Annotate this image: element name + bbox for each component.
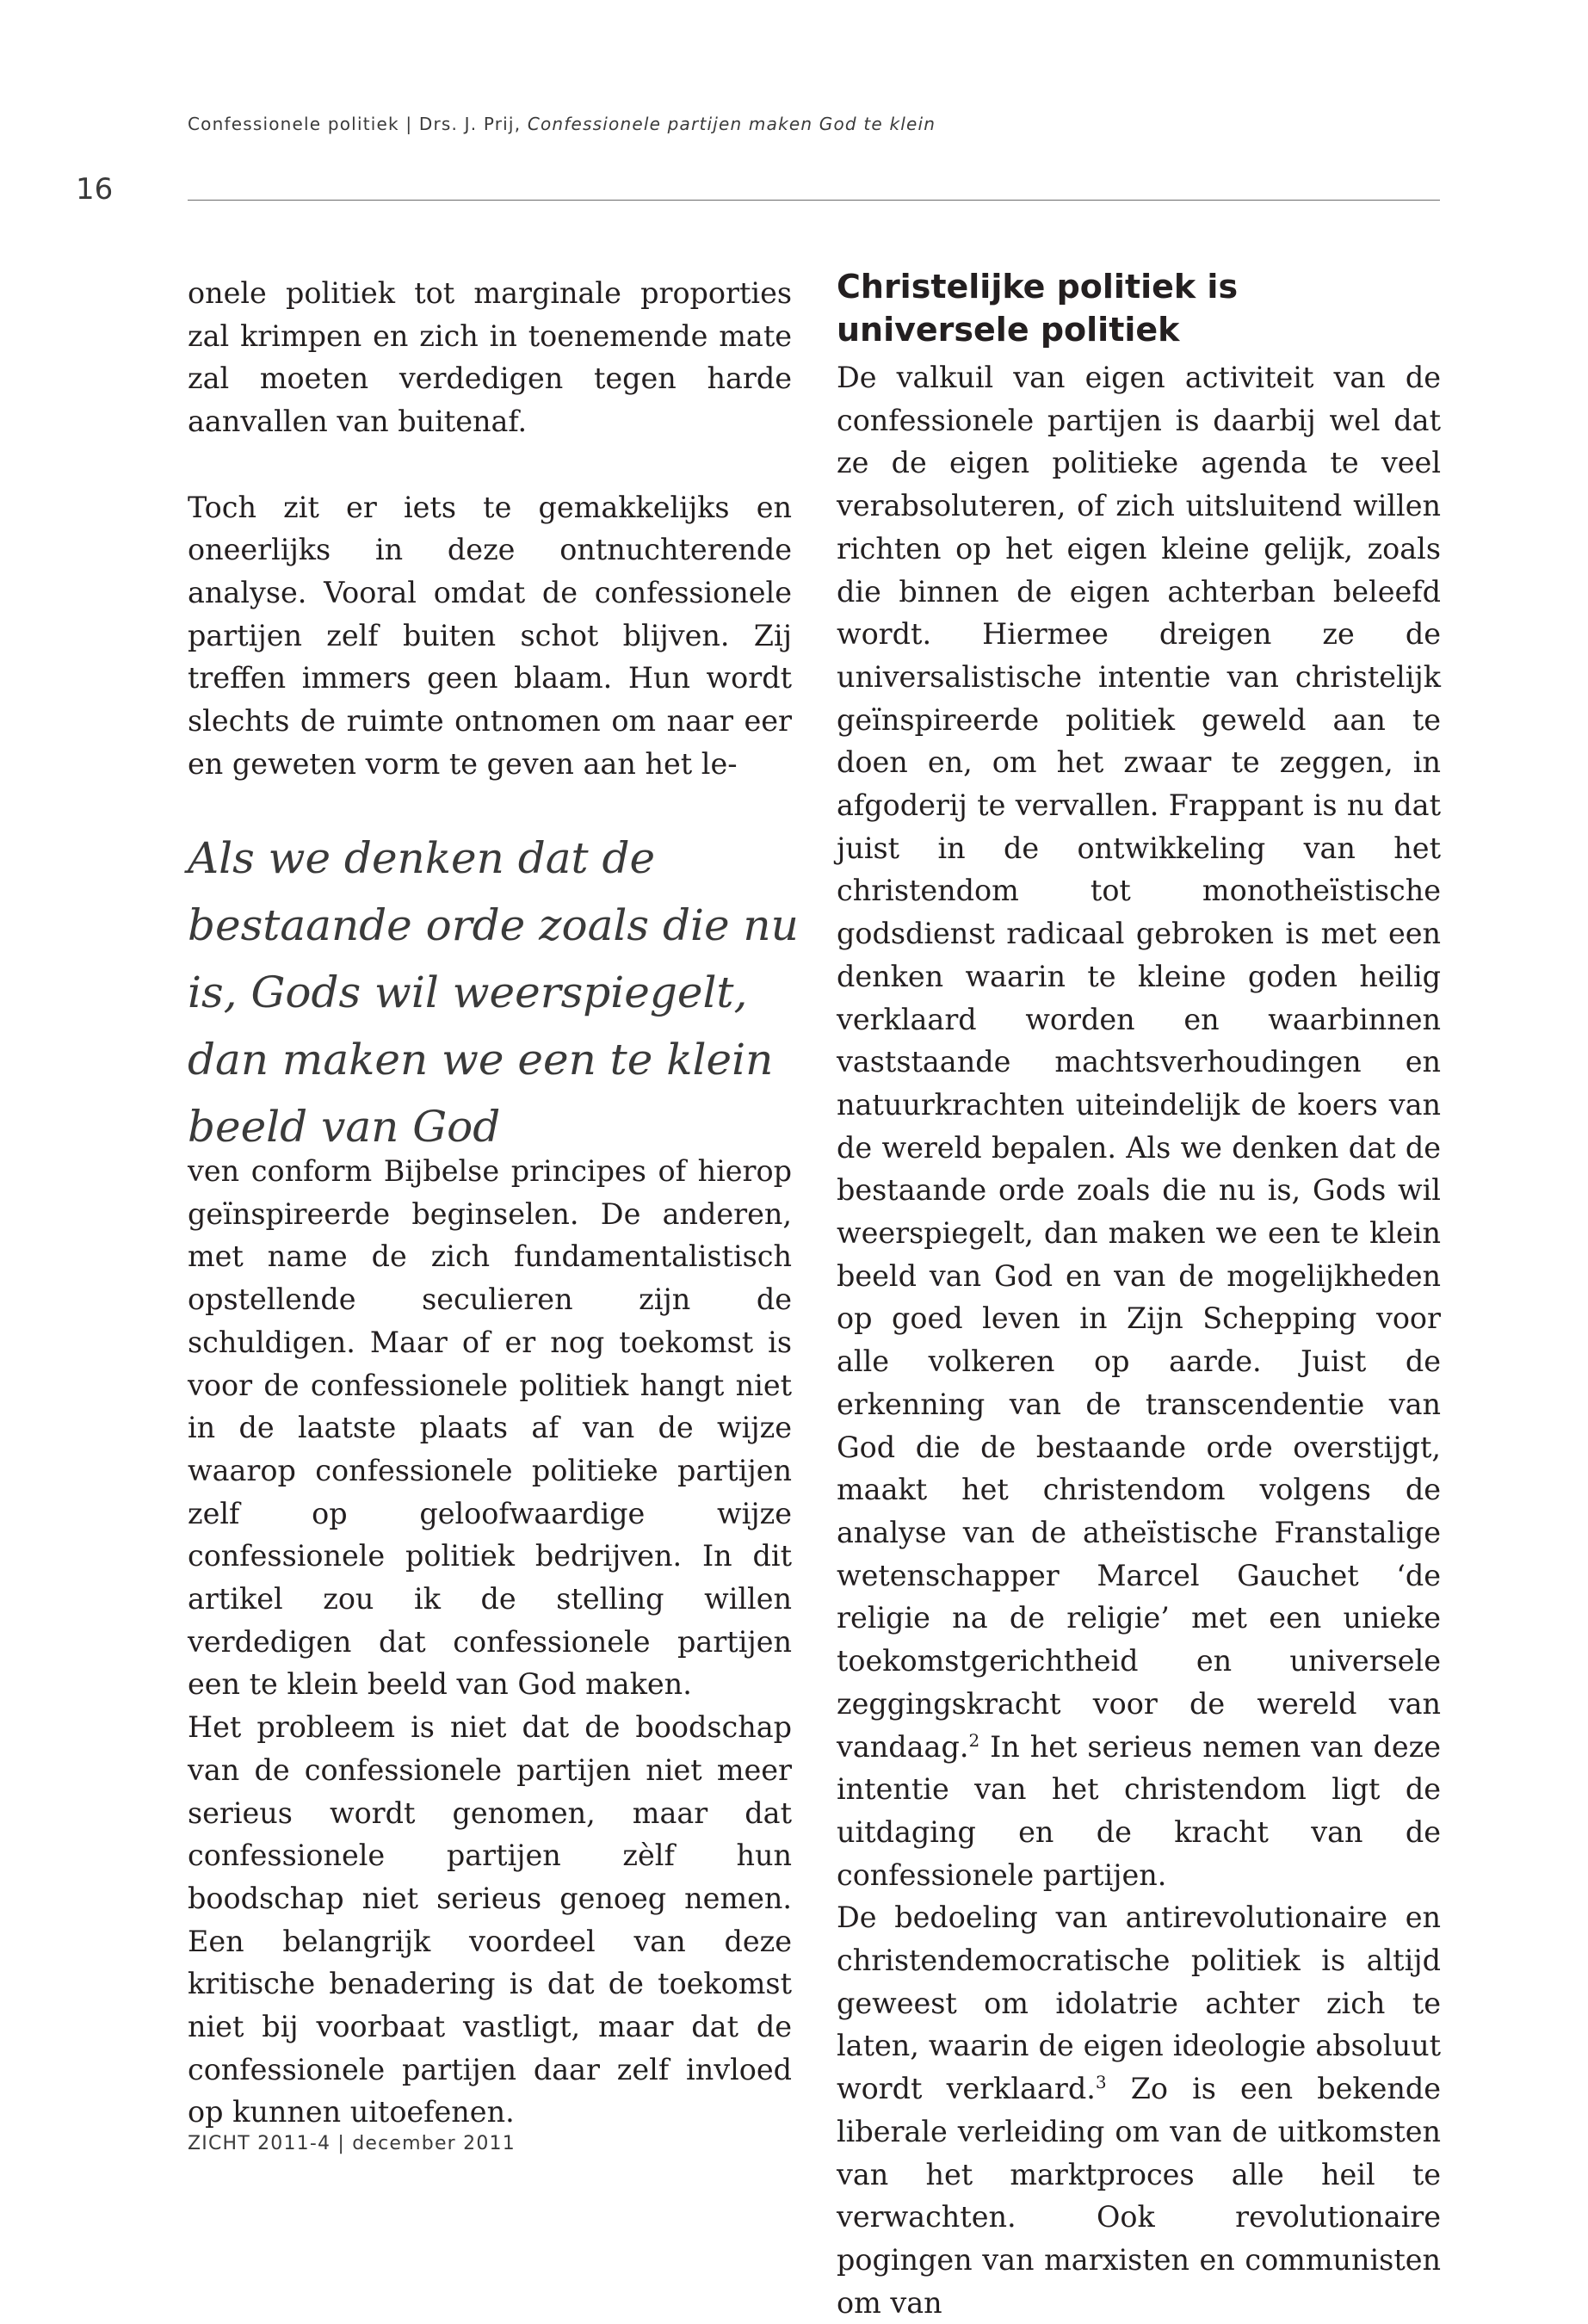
- header-rule: [188, 200, 1440, 201]
- right-paragraph-1-text: De valkuil van eigen activiteit van de confessionele partijen is daarbij wel dat ze de eigen politieke agenda te veel verabsoluteren, of zich uitsluitend willen richten op het eigen kleine gelijk, zoals die binnen de eigen achterban beleefd wordt. Hiermee dreigen ze de universalistische intentie van christelijk geïnspireerde politiek geweld aan te doen en, om het zwaar te zeggen, in afgoderij te vervallen. Frappant is nu dat juist in de ontwikkeling van het christendom tot monotheïstische godsdienst radicaal gebroken is met een denken waarin te kleine goden heilig verklaard worden en waarbinnen vaststaande machtsverhoudingen en natuurkrachten uiteindelijk de koers van de wereld bepalen. Als we denken dat de bestaande orde zoals die nu is, Gods wil weerspiegelt, dan maken we een te klein beeld van God en van de mogelijkheden op goed leven in Zijn Schepping voor alle volkeren op aarde. Juist de erkenning van de transcendentie van God die de bestaande orde overstijgt, maakt het christendom volgens de analyse van de atheïstische Franstalige wetenschapper Marcel Gauchet ‘de religie na de religie’ met een unieke toekomstgerichtheid en universele zeggingskracht voor de wereld van vandaag.: [837, 361, 1441, 1764]
- left-paragraph-4: Het probleem is niet dat de boodschap van de confessionele partijen niet meer serieus wordt genomen, maar dat confessionele partijen zèlf hun boodschap niet serieus genoeg nemen. Een belangrijk voordeel van deze kritische benadering is dat de toekomst niet bij voorbaat vastligt, maar dat de confessionele partijen daar zelf invloed op kunnen uitoefenen.: [188, 1710, 792, 2129]
- footer: ZICHT 2011-4 | december 2011: [188, 2133, 516, 2154]
- running-head-separator: |: [405, 114, 413, 134]
- running-head-author: Drs. J. Prij,: [418, 114, 522, 134]
- right-paragraph-1-rest: In het serieus nemen van deze intentie van het christendom ligt de uitdaging en de kracht van de confessionele partijen.: [837, 1729, 1441, 1892]
- right-paragraph-2: [837, 1896, 1441, 2324]
- running-head-section: Confessionele politiek: [188, 114, 399, 134]
- section-heading: Christelijke politiek is universele politiek: [837, 268, 1239, 349]
- right-paragraph-2-text: De bedoeling van antirevolutionaire en christendemocratische politiek is altijd geweest om idolatrie achter zich te laten, waarin de eigen ideologie absoluut wordt verklaard.: [837, 1901, 1441, 2106]
- left-column-bottom: [188, 1150, 792, 2134]
- right-column: [837, 356, 1441, 2324]
- pull-quote: Als we denken dat de bestaande orde zoals die nu is, Gods wil weerspiegelt, dan maken we een te klein beeld van God: [188, 833, 799, 1152]
- footnote-marker-3: 3: [1095, 2072, 1107, 2092]
- running-head: [188, 114, 936, 134]
- left-paragraph-1: onele politiek tot marginale proporties zal krimpen en zich in toenemende mate zal moeten verdedigen tegen harde aanvallen van buitenaf.: [188, 276, 792, 439]
- left-paragraph-3: ven conform Bijbelse principes of hierop geïnspireerde beginselen. De anderen, met name de zich fundamentalistisch opstellende seculieren zijn de schuldigen. Maar of er nog toekomst is voor de confessionele politiek hangt niet in de laatste plaats af van de wijze waarop confessionele politieke partijen zelf op geloofwaardige wijze confessionele politiek bedrijven. In dit artikel zou ik de stelling willen verdedigen dat confessionele partijen een te klein beeld van God maken.: [188, 1154, 792, 1702]
- right-paragraph-2-rest: Zo is een bekende liberale verleiding om van de uitkomsten van het marktproces alle heil te verwachten. Ook revolutionaire pogingen van marxisten en communisten om van: [837, 2072, 1441, 2320]
- page-number: 16: [76, 172, 114, 207]
- running-head-title: Confessionele partijen maken God te klein: [527, 114, 936, 134]
- footnote-marker-2: 2: [968, 1729, 980, 1751]
- right-paragraph-1: [837, 356, 1441, 1896]
- left-column-top: [188, 272, 792, 785]
- left-paragraph-2: Toch zit er iets te gemakkelijks en oneerlijks in deze ontnuchterende analyse. Vooral omdat de confessionele partijen zelf buiten schot blijven. Zij treffen immers geen blaam. Hun wordt slechts de ruimte ontnomen om naar eer en geweten vorm te geven aan het le-: [188, 490, 792, 781]
